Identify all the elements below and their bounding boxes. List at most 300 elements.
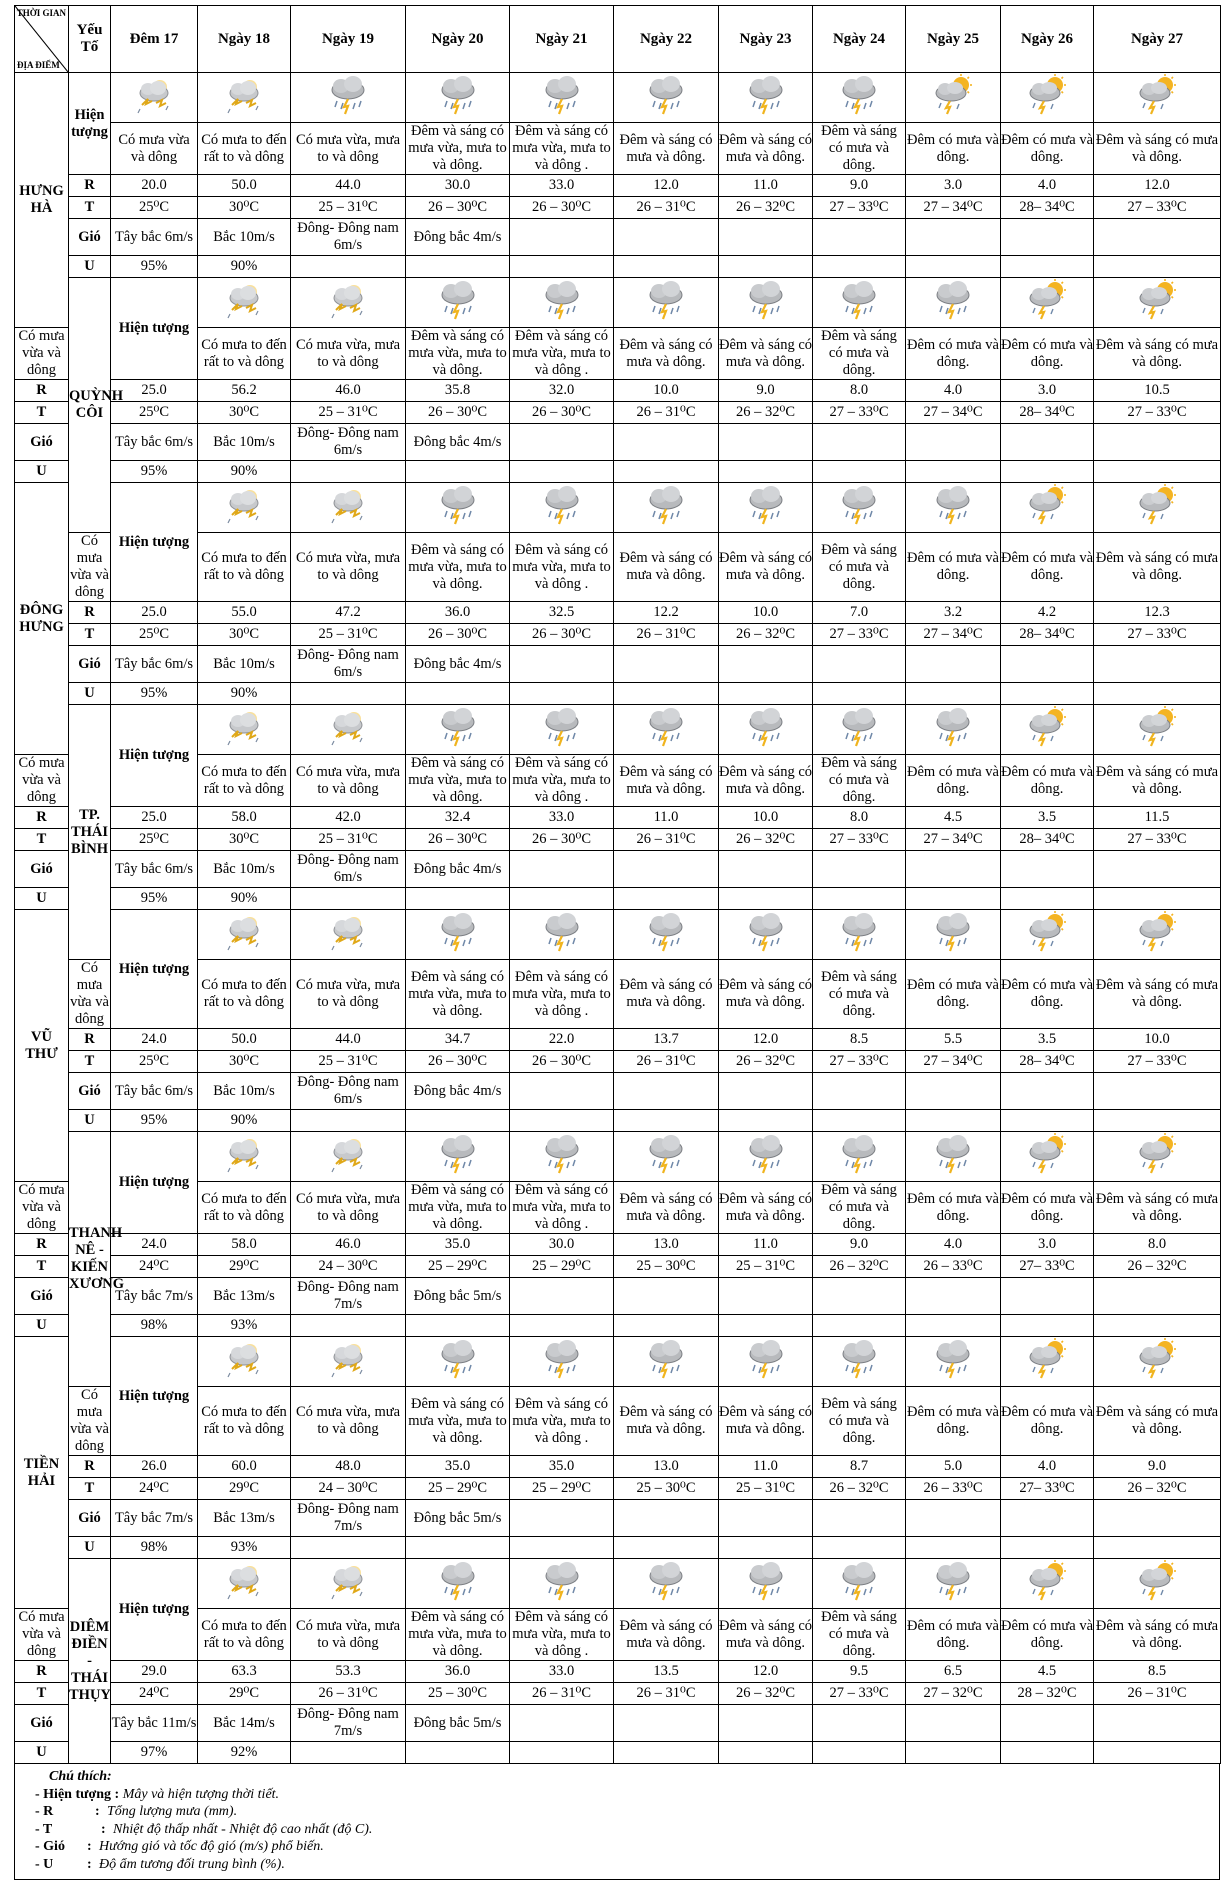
wind-cell	[510, 851, 614, 888]
rain-thunder-icon	[540, 1132, 584, 1176]
temperature-range-cell: 29⁰C	[198, 1256, 291, 1278]
phenomenon-cell: Đêm và sáng có mưa vừa, mưa to và dông.	[406, 123, 510, 175]
temperature-range-cell: 27 – 33⁰C	[1094, 829, 1221, 851]
humidity-row	[15, 683, 1221, 705]
phenomenon-cell: Đêm và sáng có mưa vừa, mưa to và dông .	[510, 755, 614, 807]
humidity-cell: 90%	[198, 461, 291, 483]
temperature-range-cell: 25⁰C	[111, 402, 198, 424]
rain-total-cell: 33.0	[510, 807, 614, 829]
rain-total-cell: 11.0	[614, 807, 719, 829]
phenomenon-cell: Đêm và sáng có mưa vừa, mưa to và dông .	[510, 123, 614, 175]
note-row	[35, 1786, 1209, 1804]
wind-cell	[614, 1705, 719, 1742]
temperature-range-cell: 25⁰C	[111, 829, 198, 851]
phenomenon-cell: Đêm và sáng có mưa và dông.	[719, 328, 813, 380]
rain-total-cell: 35.8	[406, 380, 510, 402]
phenomenon-cell: Đêm và sáng có mưa vừa, mưa to và dông.	[406, 1387, 510, 1456]
rain-total-cell: 3.0	[1001, 1234, 1094, 1256]
weather-icon-cell	[719, 910, 813, 960]
humidity-cell	[813, 1315, 906, 1337]
temperature-range-cell: 26 – 32⁰C	[719, 829, 813, 851]
sun-cloud-thunder-icon	[931, 73, 975, 117]
humidity-cell	[291, 256, 406, 278]
phenomenon-row	[15, 123, 1221, 175]
phenomenon-cell: Có mưa vừa, mưa to và dông	[291, 533, 406, 602]
temperature-range-cell: 24⁰C	[111, 1256, 198, 1278]
wind-cell: Tây bắc 11m/s	[111, 1705, 198, 1742]
rain-total-cell: 3.2	[906, 602, 1001, 624]
rain-total-cell: 9.5	[813, 1661, 906, 1683]
phenomenon-cell: Đêm và sáng có mưa và dông.	[1094, 328, 1221, 380]
humidity-cell	[906, 1537, 1001, 1559]
wind-cell	[510, 646, 614, 683]
humidity-label: U	[69, 256, 111, 278]
wind-cell: Bắc 10m/s	[198, 1073, 291, 1110]
rain-total-cell: 46.0	[291, 1234, 406, 1256]
wind-cell: Bắc 10m/s	[198, 851, 291, 888]
sun-cloud-thunder-icon	[1025, 705, 1069, 749]
rain-thunder-icon	[744, 910, 788, 954]
location-name: VŨ THƯ	[15, 910, 69, 1182]
humidity-cell	[406, 1537, 510, 1559]
phenomenon-cell: Đêm có mưa và dông.	[906, 1609, 1001, 1661]
rain-total-cell: 11.0	[719, 175, 813, 197]
phenomenon-cell: Có mưa vừa và dông	[70, 1387, 109, 1454]
humidity-cell: 95%	[111, 888, 198, 910]
humidity-cell: 90%	[198, 256, 291, 278]
rain-total-cell: 10.0	[719, 602, 813, 624]
wind-cell: Đông- Đông nam 6m/s	[291, 424, 406, 461]
temperature-range-cell: 26 – 30⁰C	[510, 1051, 614, 1073]
wind-label: Gió	[15, 851, 69, 888]
temperature-range-cell: 26 – 30⁰C	[406, 624, 510, 646]
wind-cell	[1094, 646, 1221, 683]
rain-total-cell: 9.0	[813, 1234, 906, 1256]
weather-icon-cell	[1001, 1132, 1094, 1182]
forecast-table	[14, 5, 1221, 1764]
phenomenon-cell: Có mưa to đến rất to và dông	[198, 755, 291, 807]
location-name: HƯNG HÀ	[15, 73, 69, 328]
phenomenon-cell: Đêm và sáng có mưa vừa, mưa to và dông.	[406, 328, 510, 380]
rain-total-cell: 12.0	[1094, 175, 1221, 197]
rain-total-label: R	[69, 1456, 111, 1478]
day-header: Ngày 21	[510, 6, 614, 73]
weather-icon-cell	[813, 73, 906, 123]
wind-cell: Tây bắc 6m/s	[111, 646, 198, 683]
rain-total-cell: 10.0	[1094, 1029, 1221, 1051]
temperature-range-cell: 26 – 31⁰C	[614, 197, 719, 219]
phenomenon-cell: Có mưa vừa, mưa to và dông	[291, 123, 406, 175]
wind-cell: Đông bắc 5m/s	[406, 1278, 510, 1315]
rain-total-row	[15, 380, 1221, 402]
wind-cell: Đông- Đông nam 6m/s	[291, 1073, 406, 1110]
rain-total-cell: 11.0	[719, 1456, 813, 1478]
rain-total-cell: 25.0	[111, 807, 198, 829]
phenomenon-cell: Đêm và sáng có mưa và dông.	[1094, 1182, 1221, 1234]
temperature-range-row	[15, 624, 1221, 646]
temperature-range-cell: 27 – 34⁰C	[906, 197, 1001, 219]
sun-cloud-thunder-icon	[1025, 73, 1069, 117]
rain-thunder-icon	[644, 278, 688, 322]
rain-total-row	[15, 807, 1221, 829]
temperature-range-cell: 27 – 33⁰C	[1094, 402, 1221, 424]
weather-icon-cell	[510, 1337, 614, 1387]
phenomenon-cell: Có mưa vừa và dông	[15, 1182, 69, 1234]
temperature-range-cell: 30⁰C	[198, 829, 291, 851]
rain-total-cell: 3.0	[906, 175, 1001, 197]
phenomenon-cell: Đêm và sáng có mưa và dông.	[813, 123, 906, 175]
phenomenon-cell: Có mưa to đến rất to và dông	[198, 123, 291, 175]
note-desc: Độ ẩm tương đối trung bình (%).	[99, 1856, 285, 1872]
temperature-range-cell: 26 – 32⁰C	[813, 1478, 906, 1500]
wind-cell	[906, 1500, 1001, 1537]
phenomenon-cell: Đêm và sáng có mưa và dông.	[1094, 533, 1221, 602]
wind-cell	[719, 646, 813, 683]
location-name: QUỲNH CÔI	[69, 278, 111, 533]
rain-thunder-icon	[837, 278, 881, 322]
wind-cell	[1001, 219, 1094, 256]
temperature-range-cell: 24⁰C	[111, 1683, 198, 1705]
rain-total-cell: 32.0	[510, 380, 614, 402]
phenomenon-cell: Đêm và sáng có mưa và dông.	[813, 1182, 906, 1234]
weather-icon-cell	[406, 1337, 510, 1387]
weather-icon-cell	[719, 1337, 813, 1387]
weather-icon-cell	[813, 705, 906, 755]
temperature-range-cell: 25 – 30⁰C	[614, 1256, 719, 1278]
location-name: DIÊM ĐIỀN - THÁI THỤY	[69, 1559, 111, 1764]
rain-total-cell: 63.3	[198, 1661, 291, 1683]
rain-thunder-icon	[540, 73, 584, 117]
phenomenon-cell: Đêm và sáng có mưa vừa, mưa to và dông .	[510, 1387, 614, 1456]
temperature-range-label: T	[69, 624, 111, 646]
sun-cloud-thunder-icon	[1135, 1337, 1179, 1381]
phenomenon-cell: Đêm có mưa và dông.	[1001, 328, 1094, 380]
location-name: THANH NÊ - KIẾN XƯƠNG	[69, 1132, 111, 1387]
humidity-cell	[1094, 888, 1221, 910]
rain-total-row	[15, 1661, 1221, 1683]
rain-total-cell: 8.5	[1094, 1661, 1221, 1683]
humidity-row	[15, 888, 1221, 910]
temperature-range-cell: 30⁰C	[198, 624, 291, 646]
rain-total-cell: 24.0	[111, 1234, 198, 1256]
phenomenon-cell: Đêm và sáng có mưa và dông.	[614, 1387, 719, 1456]
light-cloud-lightning-icon	[222, 1132, 266, 1176]
wind-cell	[813, 1073, 906, 1110]
wind-cell	[906, 1073, 1001, 1110]
weather-icon-cell	[1001, 1337, 1094, 1387]
temperature-range-cell: 27 – 33⁰C	[813, 624, 906, 646]
weather-icon-cell	[198, 278, 291, 328]
rain-total-cell: 4.0	[1001, 175, 1094, 197]
rain-total-cell: 4.0	[906, 1234, 1001, 1256]
weather-icon-cell	[719, 705, 813, 755]
sun-cloud-thunder-icon	[1135, 705, 1179, 749]
wind-cell	[1001, 1073, 1094, 1110]
weather-icon-cell	[510, 1559, 614, 1609]
weather-icon-cell	[1001, 910, 1094, 960]
weather-icon-cell	[291, 1337, 406, 1387]
light-cloud-lightning-icon	[326, 1559, 370, 1603]
humidity-cell	[1094, 256, 1221, 278]
rain-total-cell: 12.3	[1094, 602, 1221, 624]
note-key: - T	[35, 1821, 53, 1837]
temperature-range-cell: 27 – 34⁰C	[906, 402, 1001, 424]
wind-cell	[813, 424, 906, 461]
temperature-range-cell: 26 – 30⁰C	[510, 402, 614, 424]
wind-cell	[1001, 1278, 1094, 1315]
weather-icon-cell	[198, 1559, 291, 1609]
rain-thunder-icon	[436, 278, 480, 322]
wind-cell	[906, 1278, 1001, 1315]
humidity-label: U	[15, 888, 69, 910]
weather-icon-cell	[510, 910, 614, 960]
phenomenon-cell: Đêm và sáng có mưa và dông.	[813, 1609, 906, 1661]
weather-icon-cell	[1001, 278, 1094, 328]
rain-thunder-icon	[837, 73, 881, 117]
temperature-range-cell: 26 – 31⁰C	[510, 1683, 614, 1705]
temperature-range-cell: 27– 33⁰C	[1001, 1256, 1094, 1278]
rain-thunder-icon	[540, 278, 584, 322]
temperature-range-row	[15, 1051, 1221, 1073]
temperature-range-cell: 26 – 31⁰C	[614, 1683, 719, 1705]
temperature-range-cell: 27 – 33⁰C	[813, 829, 906, 851]
forecast-body	[15, 73, 1221, 1764]
rain-thunder-icon	[837, 1337, 881, 1381]
rain-total-cell: 53.3	[291, 1661, 406, 1683]
weather-icon-cell	[906, 910, 1001, 960]
wind-cell: Đông bắc 4m/s	[406, 1073, 510, 1110]
rain-thunder-icon	[837, 483, 881, 527]
phenomenon-cell: Đêm có mưa và dông.	[1001, 755, 1094, 807]
rain-total-cell: 50.0	[198, 175, 291, 197]
humidity-cell	[406, 1110, 510, 1132]
wind-label: Gió	[69, 1500, 111, 1537]
rain-total-cell: 10.0	[614, 380, 719, 402]
humidity-row	[15, 1315, 1221, 1337]
weather-icon-cell	[510, 483, 614, 533]
phenomenon-cell: Có mưa vừa và dông	[15, 328, 69, 380]
humidity-label: U	[69, 1537, 111, 1559]
weather-icon-cell	[614, 278, 719, 328]
rain-total-cell: 46.0	[291, 380, 406, 402]
humidity-cell	[291, 1110, 406, 1132]
temperature-range-cell: 26 – 31⁰C	[1094, 1683, 1221, 1705]
humidity-cell	[291, 461, 406, 483]
wind-cell	[614, 851, 719, 888]
temperature-range-row	[15, 1478, 1221, 1500]
header-row	[15, 6, 1221, 73]
wind-cell: Tây bắc 6m/s	[111, 1073, 198, 1110]
phenomenon-label: Hiện tượng	[111, 1132, 198, 1234]
wind-row	[15, 1278, 1221, 1315]
rain-total-cell: 44.0	[291, 1029, 406, 1051]
rain-total-cell: 9.0	[1094, 1456, 1221, 1478]
weather-icon-cell	[614, 910, 719, 960]
rain-thunder-icon	[644, 1132, 688, 1176]
note-desc: Hướng gió và tốc độ gió (m/s) phổ biến.	[99, 1839, 324, 1854]
rain-thunder-icon	[436, 1559, 480, 1603]
temperature-range-cell: 30⁰C	[198, 1051, 291, 1073]
phenomenon-cell: Đêm và sáng có mưa và dông.	[1094, 1609, 1221, 1661]
temperature-range-cell: 26 – 32⁰C	[813, 1256, 906, 1278]
temperature-range-cell: 25 – 29⁰C	[510, 1256, 614, 1278]
humidity-cell	[906, 256, 1001, 278]
rain-total-cell: 11.0	[719, 1234, 813, 1256]
wind-cell	[719, 1073, 813, 1110]
rain-total-cell: 32.5	[510, 602, 614, 624]
weather-icon-cell	[198, 705, 291, 755]
phenomenon-label: Hiện tượng	[111, 278, 198, 380]
humidity-cell	[813, 1110, 906, 1132]
temperature-range-row	[15, 1256, 1221, 1278]
humidity-cell	[291, 1315, 406, 1337]
phenomenon-label: Hiện tượng	[111, 1337, 198, 1456]
phenomenon-cell: Đêm và sáng có mưa và dông.	[719, 1182, 813, 1234]
day-header: Ngày 18	[198, 6, 291, 73]
phenomenon-cell: Đêm và sáng có mưa vừa, mưa to và dông .	[510, 1182, 614, 1234]
phenomenon-cell: Đêm và sáng có mưa vừa, mưa to và dông .	[510, 328, 614, 380]
humidity-cell	[813, 1537, 906, 1559]
rain-thunder-icon	[744, 73, 788, 117]
humidity-cell: 92%	[198, 1742, 291, 1764]
wind-cell	[1001, 851, 1094, 888]
humidity-cell	[1001, 1110, 1094, 1132]
day-header: Ngày 25	[906, 6, 1001, 73]
phenomenon-cell: Đêm và sáng có mưa và dông.	[614, 328, 719, 380]
humidity-cell: 95%	[111, 1110, 198, 1132]
wind-cell	[1094, 851, 1221, 888]
rain-thunder-icon	[931, 1132, 975, 1176]
temperature-range-cell: 29⁰C	[198, 1683, 291, 1705]
weather-icon-cell	[198, 73, 291, 123]
phenomenon-cell: Đêm có mưa và dông.	[1001, 960, 1094, 1029]
weather-icon-cell	[406, 1559, 510, 1609]
temperature-range-cell: 26 – 32⁰C	[719, 1683, 813, 1705]
light-cloud-lightning-icon	[326, 1132, 370, 1176]
wind-cell: Bắc 14m/s	[198, 1705, 291, 1742]
humidity-label: U	[69, 683, 111, 705]
humidity-cell	[291, 1742, 406, 1764]
wind-cell: Đông bắc 5m/s	[406, 1705, 510, 1742]
humidity-cell	[906, 1110, 1001, 1132]
icon-row	[15, 1559, 1221, 1609]
wind-cell: Đông- Đông nam 7m/s	[291, 1500, 406, 1537]
wind-cell	[906, 219, 1001, 256]
phenomenon-cell: Đêm và sáng có mưa vừa, mưa to và dông.	[406, 1609, 510, 1661]
rain-total-cell: 30.0	[510, 1234, 614, 1256]
humidity-cell	[291, 1537, 406, 1559]
rain-total-cell: 33.0	[510, 175, 614, 197]
temperature-range-cell: 27 – 32⁰C	[906, 1683, 1001, 1705]
phenomenon-cell: Có mưa to đến rất to và dông	[198, 1387, 291, 1456]
phenomenon-cell: Đêm và sáng có mưa và dông.	[813, 533, 906, 602]
phenomenon-cell: Đêm và sáng có mưa và dông.	[719, 123, 813, 175]
temperature-range-cell: 30⁰C	[198, 402, 291, 424]
humidity-cell	[906, 1315, 1001, 1337]
phenomenon-cell: Đêm và sáng có mưa và dông.	[1094, 1387, 1221, 1456]
rain-total-cell: 12.0	[719, 1661, 813, 1683]
weather-icon-cell	[1094, 1337, 1221, 1387]
temperature-range-cell: 26 – 30⁰C	[510, 829, 614, 851]
wind-cell: Tây bắc 7m/s	[111, 1500, 198, 1537]
rain-thunder-icon	[744, 1559, 788, 1603]
weather-icon-cell	[198, 1337, 291, 1387]
light-cloud-lightning-icon	[326, 1337, 370, 1381]
wind-cell: Bắc 10m/s	[198, 219, 291, 256]
humidity-label: U	[15, 1315, 69, 1337]
phenomenon-cell: Đêm và sáng có mưa vừa, mưa to và dông.	[406, 1182, 510, 1234]
note-desc: Nhiệt độ thấp nhất - Nhiệt độ cao nhất (độ C).	[113, 1821, 373, 1837]
note-key: - U	[35, 1856, 54, 1872]
humidity-cell: 98%	[111, 1537, 198, 1559]
wind-cell: Đông bắc 4m/s	[406, 424, 510, 461]
rain-thunder-icon	[540, 705, 584, 749]
humidity-cell	[510, 1315, 614, 1337]
phenomenon-cell: Có mưa to đến rất to và dông	[198, 1609, 291, 1661]
temperature-range-cell: 25⁰C	[111, 197, 198, 219]
humidity-cell	[906, 1742, 1001, 1764]
wind-row	[15, 851, 1221, 888]
temperature-range-cell: 26 – 33⁰C	[906, 1256, 1001, 1278]
temperature-range-cell: 25 – 30⁰C	[406, 1683, 510, 1705]
rain-thunder-icon	[644, 910, 688, 954]
weather-icon-cell	[906, 705, 1001, 755]
temperature-range-cell: 24 – 30⁰C	[291, 1478, 406, 1500]
humidity-cell	[719, 256, 813, 278]
temperature-range-cell: 26 – 31⁰C	[614, 624, 719, 646]
rain-total-cell: 36.0	[406, 1661, 510, 1683]
wind-cell: Đông- Đông nam 6m/s	[291, 219, 406, 256]
phenomenon-cell: Đêm có mưa và dông.	[906, 533, 1001, 602]
weather-icon-cell	[291, 1559, 406, 1609]
light-cloud-lightning-icon	[222, 910, 266, 954]
wind-cell	[813, 1500, 906, 1537]
weather-icon-cell	[406, 705, 510, 755]
phenomenon-cell: Đêm và sáng có mưa và dông.	[719, 1609, 813, 1661]
humidity-cell	[1094, 461, 1221, 483]
rain-thunder-icon	[436, 910, 480, 954]
wind-cell	[906, 646, 1001, 683]
weather-icon-cell	[111, 73, 198, 123]
temperature-range-cell: 27 – 34⁰C	[906, 829, 1001, 851]
phenomenon-cell: Đêm và sáng có mưa vừa, mưa to và dông.	[406, 960, 510, 1029]
rain-total-cell: 48.0	[291, 1456, 406, 1478]
weather-icon-cell	[614, 705, 719, 755]
phenomenon-label: Hiện tượng	[111, 910, 198, 1029]
sun-cloud-thunder-icon	[1025, 1132, 1069, 1176]
humidity-cell	[614, 1315, 719, 1337]
humidity-cell	[1094, 1315, 1221, 1337]
weather-icon-cell	[813, 1132, 906, 1182]
weather-icon-cell	[198, 483, 291, 533]
rain-total-row	[15, 602, 1221, 624]
weather-icon-cell	[510, 1132, 614, 1182]
temperature-range-cell: 26 – 32⁰C	[719, 1051, 813, 1073]
rain-total-cell: 4.0	[1001, 1456, 1094, 1478]
humidity-cell	[614, 1110, 719, 1132]
rain-total-cell: 20.0	[111, 175, 198, 197]
weather-icon-cell	[406, 910, 510, 960]
phenomenon-cell: Đêm và sáng có mưa vừa, mưa to và dông.	[406, 533, 510, 602]
temperature-range-cell: 26 – 31⁰C	[614, 402, 719, 424]
rain-total-cell: 12.0	[719, 1029, 813, 1051]
humidity-cell	[510, 1110, 614, 1132]
weather-icon-cell	[1094, 278, 1221, 328]
sun-cloud-thunder-icon	[1135, 1132, 1179, 1176]
wind-cell	[719, 1705, 813, 1742]
rain-thunder-icon	[837, 1132, 881, 1176]
sun-cloud-thunder-icon	[1025, 1337, 1069, 1381]
